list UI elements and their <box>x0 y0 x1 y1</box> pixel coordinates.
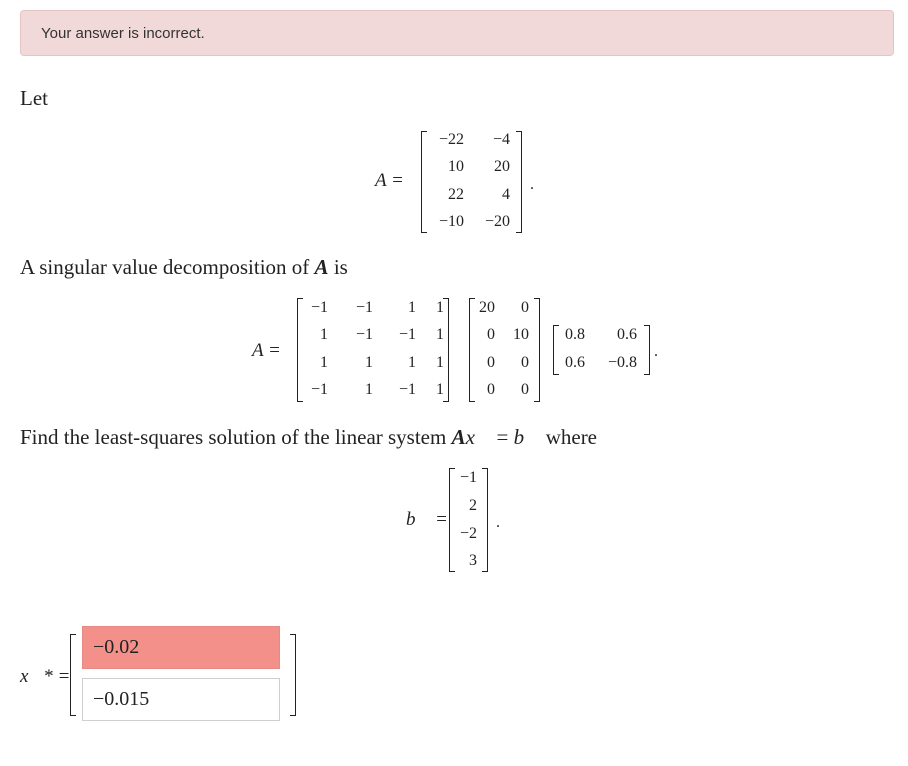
answer-right-bracket <box>290 634 296 716</box>
A-equals: A = <box>375 170 404 191</box>
matrix-U-cell: −1 <box>355 299 373 316</box>
matrix-U-cell: 1 <box>436 354 444 371</box>
alert-message: Your answer is incorrect. <box>41 25 205 42</box>
matrix-A-cell: −22 <box>438 131 464 148</box>
matrix-V-cell: −0.8 <box>607 354 637 371</box>
matrix-A-cell: −4 <box>492 131 510 148</box>
matrix-Sigma-cell: 20 <box>479 299 495 316</box>
matrix-Sigma-cell: 0 <box>521 381 529 398</box>
matrix-A-cell: 10 <box>448 158 464 175</box>
vector-b-cell: 3 <box>469 552 477 569</box>
matrix-U-cell: 1 <box>408 299 416 316</box>
b-equals: b⃗ = <box>406 509 448 530</box>
matrix-Sigma-cell: 0 <box>487 326 495 343</box>
answer-left-bracket <box>70 634 76 716</box>
matrix-Sigma-cell: 10 <box>513 326 529 343</box>
answer-input-2[interactable] <box>82 678 280 721</box>
matrix-U-cell: −1 <box>398 381 416 398</box>
matrix-U-cell: 1 <box>408 354 416 371</box>
vector-b-right-bracket <box>482 468 488 572</box>
matrix-U-cell: −1 <box>310 381 328 398</box>
matrix-Sigma-cell: 0 <box>521 354 529 371</box>
answer-input-1[interactable] <box>82 626 280 669</box>
matrix-U-cell: 1 <box>365 381 373 398</box>
vector-b-cell: −1 <box>459 469 477 486</box>
matrix-A-cell: 22 <box>448 186 464 203</box>
matrix-U-cell: −1 <box>398 326 416 343</box>
matrix-A-cell: −20 <box>484 213 510 230</box>
matrix-V-right-bracket <box>644 325 650 375</box>
let-text: Let <box>20 86 48 110</box>
matrix-U-cell: 1 <box>436 326 444 343</box>
matrix-A-right-bracket <box>516 131 522 233</box>
matrix-U-cell: 1 <box>365 354 373 371</box>
matrix-Sigma-cell: 0 <box>487 381 495 398</box>
matrix-A-cell: 4 <box>502 186 510 203</box>
matrix-Sigma-right-bracket <box>534 298 540 402</box>
svd-intro: A singular value decomposition of A is <box>20 255 348 279</box>
matrix-V-cell: 0.6 <box>565 354 585 371</box>
svd-A-equals: A = <box>252 340 281 361</box>
find-text: Find the least-squares solution of the linear system Ax⃗ = b⃗ where <box>20 425 598 449</box>
matrix-U-cell: −1 <box>310 299 328 316</box>
matrix-U-cell: 1 <box>436 299 444 316</box>
matrix-Sigma-cell: 0 <box>521 299 529 316</box>
matrix-U-cell: 1 <box>436 381 444 398</box>
feedback-alert <box>20 10 894 56</box>
matrix-U-cell: −1 <box>355 326 373 343</box>
vector-b-cell: 2 <box>469 497 477 514</box>
xstar-equals: x⃗* = <box>20 666 71 687</box>
matrix-V-cell: 0.6 <box>617 326 637 343</box>
vector-b-cell: −2 <box>459 525 477 542</box>
matrix-Sigma-cell: 0 <box>487 354 495 371</box>
matrix-U-cell: 1 <box>320 326 328 343</box>
matrix-A-cell: −10 <box>438 213 464 230</box>
matrix-A-cell: 20 <box>494 158 510 175</box>
matrix-V-cell: 0.8 <box>565 326 585 343</box>
matrix-U-cell: 1 <box>320 354 328 371</box>
